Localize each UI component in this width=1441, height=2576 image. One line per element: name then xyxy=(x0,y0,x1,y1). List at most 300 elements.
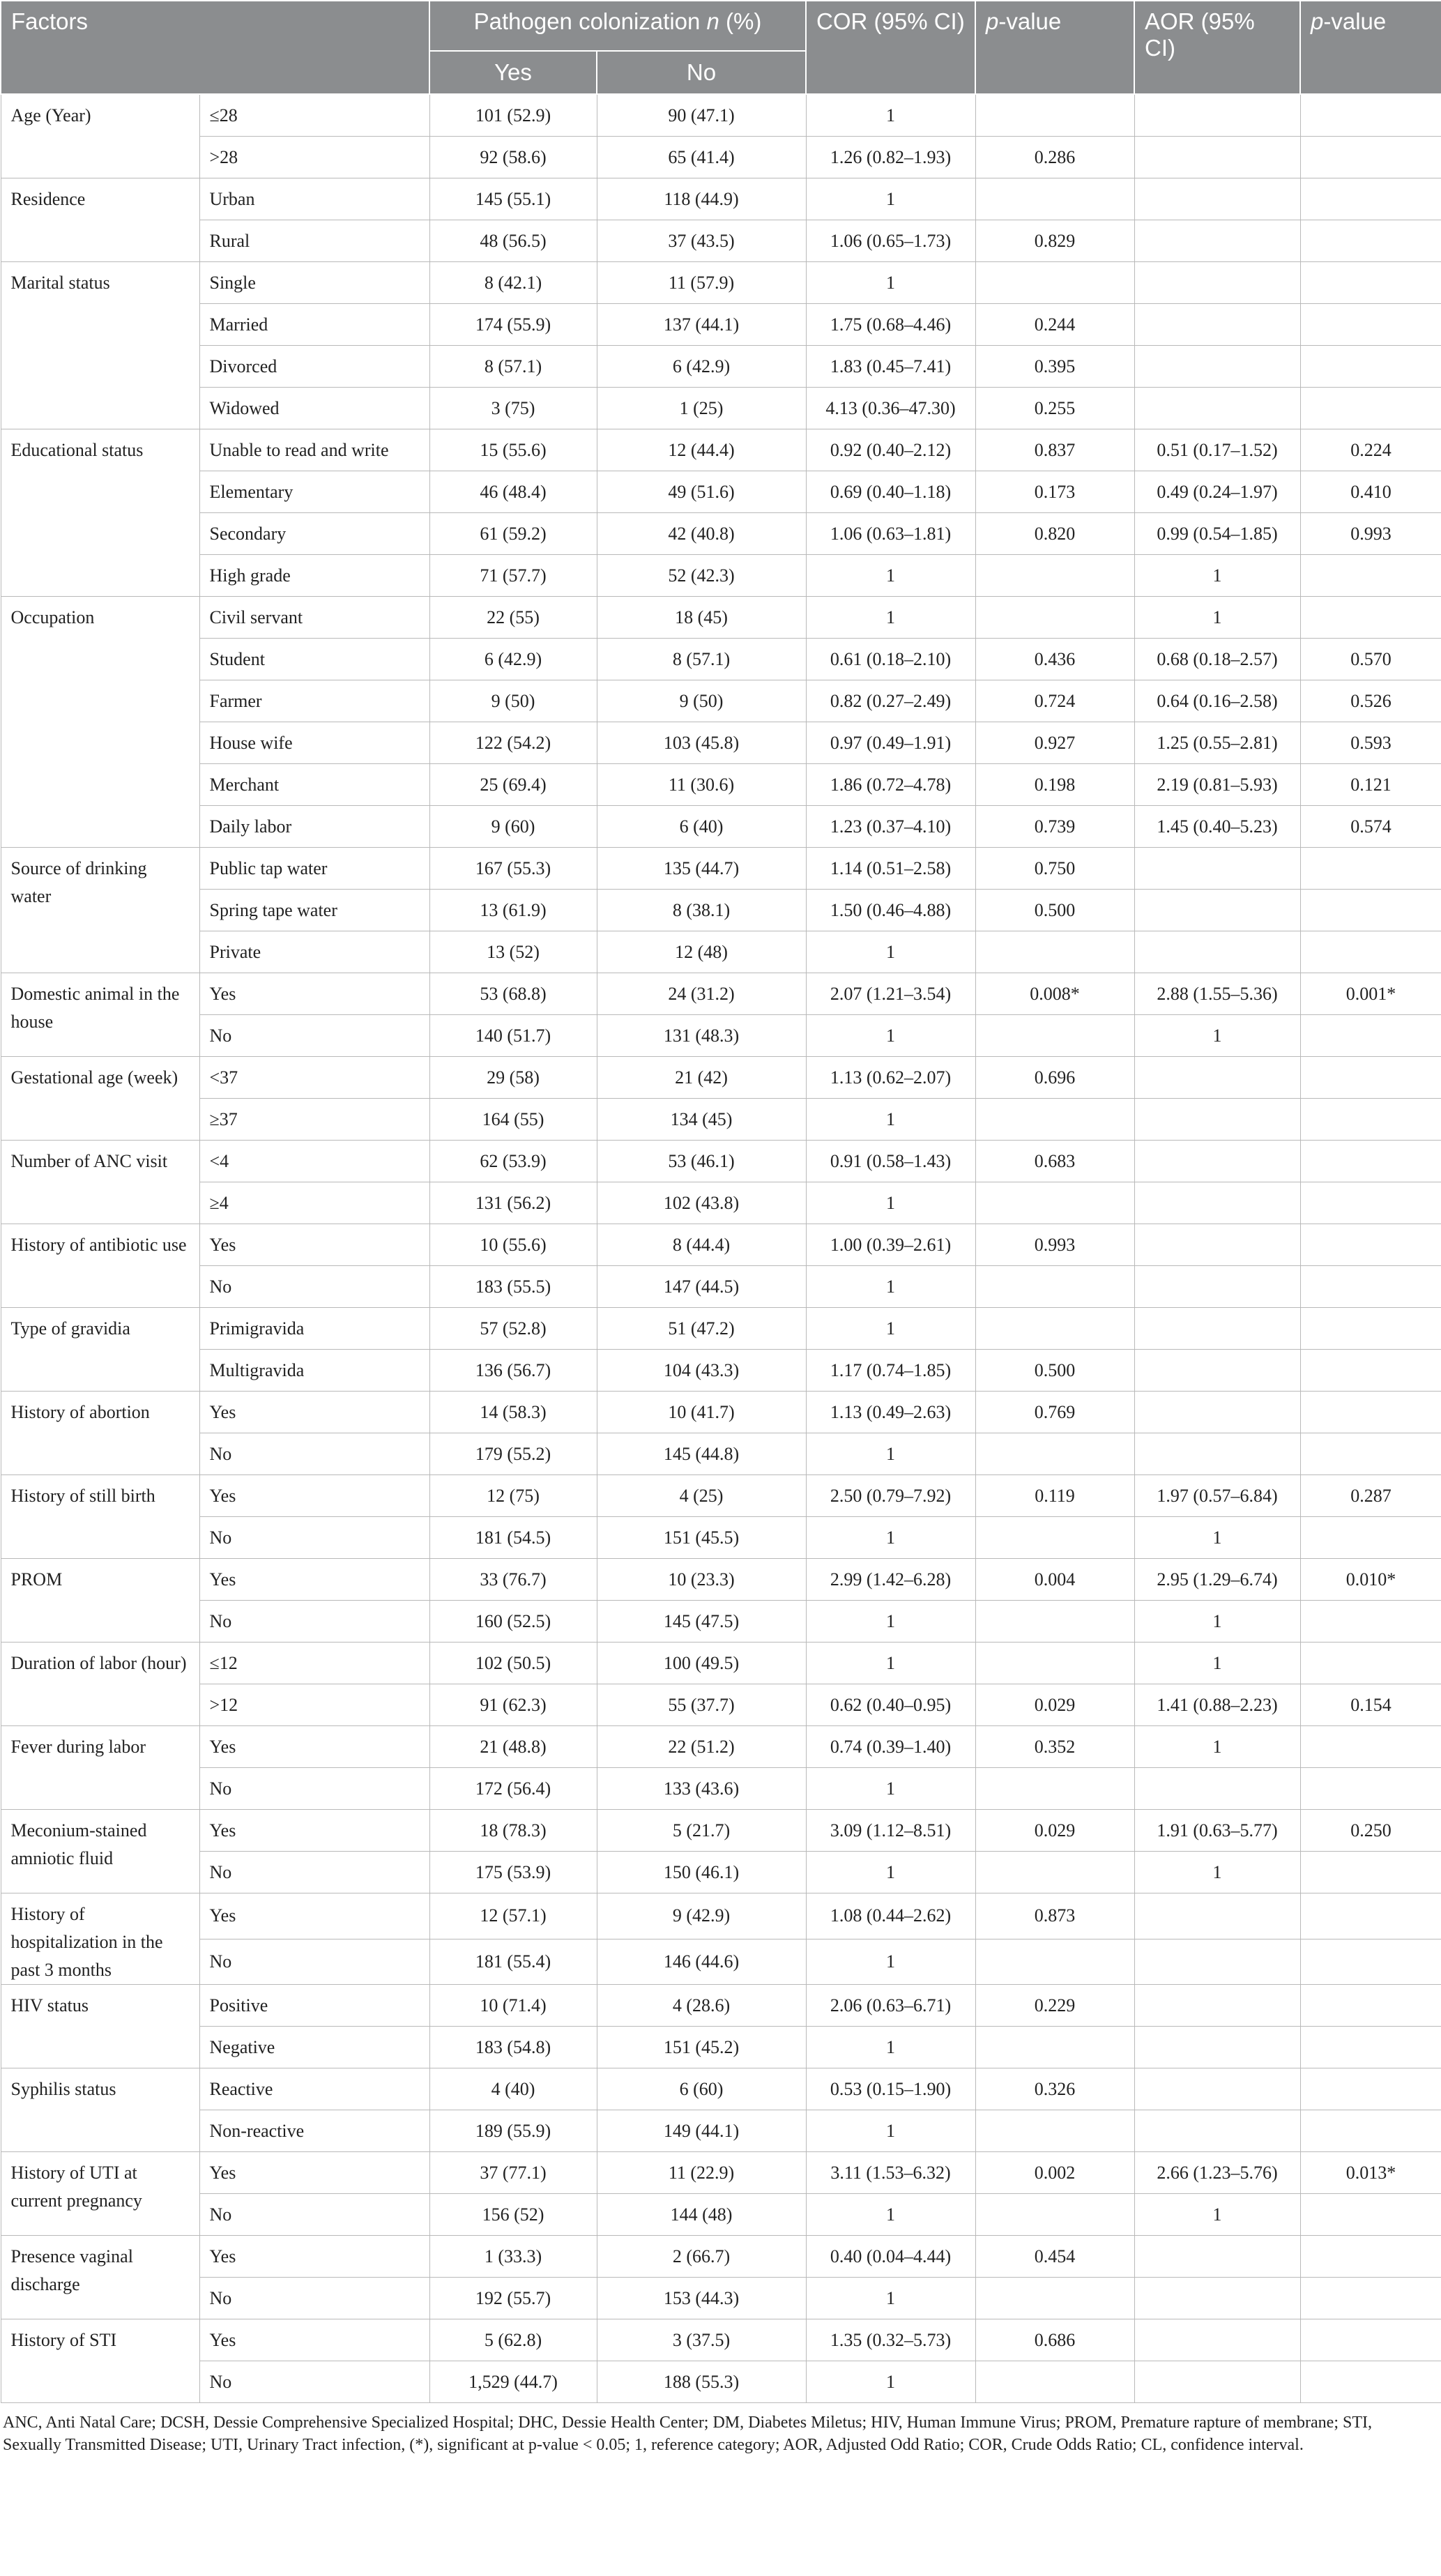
no-count-cell: 10 (23.3) xyxy=(597,1559,806,1601)
cor-cell: 1.06 (0.65–1.73) xyxy=(806,220,975,262)
yes-count-cell: 181 (54.5) xyxy=(429,1517,597,1559)
table-row xyxy=(1,1392,1441,1433)
level-cell: Divorced xyxy=(199,346,429,388)
cor-p-value-cell xyxy=(975,178,1134,220)
no-count-cell: 37 (43.5) xyxy=(597,220,806,262)
cor-p-value-cell xyxy=(975,2027,1134,2068)
table-row xyxy=(1,513,1441,555)
aor-cell xyxy=(1134,931,1300,973)
no-count-cell: 144 (48) xyxy=(597,2194,806,2236)
table-row xyxy=(1,1475,1441,1517)
level-cell: No xyxy=(199,1768,429,1810)
aor-cell xyxy=(1134,346,1300,388)
yes-count-cell: 136 (56.7) xyxy=(429,1350,597,1392)
yes-count-cell: 21 (48.8) xyxy=(429,1726,597,1768)
cor-p-value-cell xyxy=(975,2361,1134,2403)
cor-p-value-cell: 0.244 xyxy=(975,304,1134,346)
aor-p-value-cell xyxy=(1300,848,1441,890)
aor-cell xyxy=(1134,178,1300,220)
no-count-cell: 21 (42) xyxy=(597,1057,806,1099)
aor-cell xyxy=(1134,1350,1300,1392)
cor-p-value-cell xyxy=(975,1015,1134,1057)
header-cor: COR (95% CI) xyxy=(806,1,975,94)
cor-p-value-cell: 0.837 xyxy=(975,429,1134,471)
cor-cell: 0.74 (0.39–1.40) xyxy=(806,1726,975,1768)
factor-cell: History of antibiotic use xyxy=(1,1224,199,1308)
aor-p-value-cell xyxy=(1300,1893,1441,1939)
table-row xyxy=(1,2278,1441,2319)
yes-count-cell: 1,529 (44.7) xyxy=(429,2361,597,2403)
cor-cell: 1 xyxy=(806,94,975,137)
aor-p-value-cell xyxy=(1300,1266,1441,1308)
aor-p-value-cell xyxy=(1300,2068,1441,2110)
cor-p-value-cell: 0.352 xyxy=(975,1726,1134,1768)
cor-cell: 1 xyxy=(806,2027,975,2068)
cor-cell: 2.07 (1.21–3.54) xyxy=(806,973,975,1015)
aor-p-value-cell xyxy=(1300,1726,1441,1768)
no-count-cell: 135 (44.7) xyxy=(597,848,806,890)
cor-cell: 1 xyxy=(806,2361,975,2403)
factor-cell: Duration of labor (hour) xyxy=(1,1643,199,1726)
aor-cell xyxy=(1134,304,1300,346)
cor-p-value-cell xyxy=(975,94,1134,137)
cor-p-value-cell: 0.229 xyxy=(975,1985,1134,2027)
cor-p-value-cell xyxy=(975,1643,1134,1684)
no-count-cell: 102 (43.8) xyxy=(597,1182,806,1224)
aor-cell: 1 xyxy=(1134,1517,1300,1559)
yes-count-cell: 175 (53.9) xyxy=(429,1852,597,1893)
level-cell: ≤12 xyxy=(199,1643,429,1684)
cor-cell: 0.40 (0.04–4.44) xyxy=(806,2236,975,2278)
table-row xyxy=(1,2152,1441,2194)
factor-cell: History of abortion xyxy=(1,1392,199,1475)
cor-p-value-cell: 0.286 xyxy=(975,137,1134,178)
aor-p-value-cell xyxy=(1300,890,1441,931)
aor-p-value-cell xyxy=(1300,2319,1441,2361)
aor-p-value-cell xyxy=(1300,94,1441,137)
aor-p-value-cell: 0.993 xyxy=(1300,513,1441,555)
cor-cell: 1.86 (0.72–4.78) xyxy=(806,764,975,806)
header-factors: Factors xyxy=(1,1,429,94)
cor-cell: 1 xyxy=(806,2194,975,2236)
level-cell: Yes xyxy=(199,1392,429,1433)
yes-count-cell: 6 (42.9) xyxy=(429,639,597,680)
table-row xyxy=(1,471,1441,513)
table-row xyxy=(1,2236,1441,2278)
no-count-cell: 131 (48.3) xyxy=(597,1015,806,1057)
cor-p-value-cell xyxy=(975,2278,1134,2319)
cor-p-value-cell: 0.454 xyxy=(975,2236,1134,2278)
cor-p-value-cell xyxy=(975,2194,1134,2236)
aor-p-value-cell: 0.013* xyxy=(1300,2152,1441,2194)
aor-p-value-cell xyxy=(1300,1350,1441,1392)
table-row xyxy=(1,1601,1441,1643)
cor-cell: 1 xyxy=(806,1266,975,1308)
yes-count-cell: 5 (62.8) xyxy=(429,2319,597,2361)
level-cell: Civil servant xyxy=(199,597,429,639)
level-cell: No xyxy=(199,1517,429,1559)
table-row xyxy=(1,1433,1441,1475)
factor-cell: Type of gravidia xyxy=(1,1308,199,1392)
factor-cell: History of hospitalization in the past 3 months xyxy=(1,1893,199,1985)
cor-cell: 2.99 (1.42–6.28) xyxy=(806,1559,975,1601)
aor-p-value-cell xyxy=(1300,1057,1441,1099)
level-cell: Yes xyxy=(199,1559,429,1601)
level-cell: Secondary xyxy=(199,513,429,555)
yes-count-cell: 48 (56.5) xyxy=(429,220,597,262)
aor-cell: 1 xyxy=(1134,1852,1300,1893)
cor-cell: 2.50 (0.79–7.92) xyxy=(806,1475,975,1517)
aor-cell: 0.49 (0.24–1.97) xyxy=(1134,471,1300,513)
aor-cell xyxy=(1134,1985,1300,2027)
no-count-cell: 134 (45) xyxy=(597,1099,806,1141)
table-row xyxy=(1,1768,1441,1810)
cor-cell: 0.53 (0.15–1.90) xyxy=(806,2068,975,2110)
cor-cell: 1 xyxy=(806,2110,975,2152)
yes-count-cell: 14 (58.3) xyxy=(429,1392,597,1433)
aor-cell xyxy=(1134,1099,1300,1141)
yes-count-cell: 18 (78.3) xyxy=(429,1810,597,1852)
factor-cell: HIV status xyxy=(1,1985,199,2068)
aor-cell: 0.64 (0.16–2.58) xyxy=(1134,680,1300,722)
yes-count-cell: 122 (54.2) xyxy=(429,722,597,764)
aor-cell: 2.19 (0.81–5.93) xyxy=(1134,764,1300,806)
table-row xyxy=(1,806,1441,848)
cor-cell: 1.26 (0.82–1.93) xyxy=(806,137,975,178)
level-cell: Yes xyxy=(199,2319,429,2361)
header-no: No xyxy=(597,51,806,94)
table-row xyxy=(1,1852,1441,1893)
yes-count-cell: 22 (55) xyxy=(429,597,597,639)
yes-count-cell: 145 (55.1) xyxy=(429,178,597,220)
level-cell: Unable to read and write xyxy=(199,429,429,471)
cor-cell: 3.09 (1.12–8.51) xyxy=(806,1810,975,1852)
cor-cell: 1.50 (0.46–4.88) xyxy=(806,890,975,931)
aor-p-value-cell xyxy=(1300,262,1441,304)
cor-p-value-cell: 0.436 xyxy=(975,639,1134,680)
no-count-cell: 145 (47.5) xyxy=(597,1601,806,1643)
level-cell: Multigravida xyxy=(199,1350,429,1392)
factor-cell: Residence xyxy=(1,178,199,262)
aor-cell xyxy=(1134,1893,1300,1939)
table-row xyxy=(1,1015,1441,1057)
level-cell: Rural xyxy=(199,220,429,262)
no-count-cell: 1 (25) xyxy=(597,388,806,429)
level-cell: Married xyxy=(199,304,429,346)
cor-p-value-cell xyxy=(975,1308,1134,1350)
aor-p-value-cell: 0.593 xyxy=(1300,722,1441,764)
aor-cell xyxy=(1134,1308,1300,1350)
aor-p-value-cell: 0.574 xyxy=(1300,806,1441,848)
aor-p-value-cell xyxy=(1300,1433,1441,1475)
cor-p-value-cell: 0.724 xyxy=(975,680,1134,722)
table-row xyxy=(1,1057,1441,1099)
cor-cell: 1 xyxy=(806,1643,975,1684)
table-row xyxy=(1,2027,1441,2068)
header-p-value-cor: p-value xyxy=(975,1,1134,94)
table-row xyxy=(1,1643,1441,1684)
aor-p-value-cell xyxy=(1300,1852,1441,1893)
cor-cell: 1.13 (0.49–2.63) xyxy=(806,1392,975,1433)
table-row xyxy=(1,2361,1441,2403)
cor-p-value-cell xyxy=(975,931,1134,973)
cor-p-value-cell: 0.829 xyxy=(975,220,1134,262)
aor-p-value-cell xyxy=(1300,1985,1441,2027)
cor-cell: 1 xyxy=(806,1182,975,1224)
yes-count-cell: 61 (59.2) xyxy=(429,513,597,555)
factor-cell: Educational status xyxy=(1,429,199,597)
no-count-cell: 145 (44.8) xyxy=(597,1433,806,1475)
yes-count-cell: 25 (69.4) xyxy=(429,764,597,806)
table-row xyxy=(1,1684,1441,1726)
aor-cell: 2.95 (1.29–6.74) xyxy=(1134,1559,1300,1601)
table-row xyxy=(1,1266,1441,1308)
aor-cell xyxy=(1134,94,1300,137)
cor-p-value-cell xyxy=(975,1182,1134,1224)
cor-p-value-cell: 0.002 xyxy=(975,2152,1134,2194)
table-row xyxy=(1,137,1441,178)
table-row xyxy=(1,555,1441,597)
cor-cell: 0.91 (0.58–1.43) xyxy=(806,1141,975,1182)
aor-p-value-cell xyxy=(1300,178,1441,220)
cor-p-value-cell: 0.029 xyxy=(975,1810,1134,1852)
no-count-cell: 51 (47.2) xyxy=(597,1308,806,1350)
level-cell: No xyxy=(199,1266,429,1308)
yes-count-cell: 13 (61.9) xyxy=(429,890,597,931)
table-row xyxy=(1,429,1441,471)
aor-p-value-cell xyxy=(1300,2194,1441,2236)
aor-p-value-cell xyxy=(1300,1224,1441,1266)
table-row xyxy=(1,1141,1441,1182)
aor-p-value-cell xyxy=(1300,1141,1441,1182)
yes-count-cell: 53 (68.8) xyxy=(429,973,597,1015)
no-count-cell: 22 (51.2) xyxy=(597,1726,806,1768)
cor-p-value-cell: 0.326 xyxy=(975,2068,1134,2110)
no-count-cell: 8 (38.1) xyxy=(597,890,806,931)
aor-p-value-cell xyxy=(1300,1601,1441,1643)
cor-p-value-cell: 0.686 xyxy=(975,2319,1134,2361)
cor-cell: 0.82 (0.27–2.49) xyxy=(806,680,975,722)
no-count-cell: 6 (42.9) xyxy=(597,346,806,388)
no-count-cell: 4 (28.6) xyxy=(597,1985,806,2027)
cor-cell: 0.92 (0.40–2.12) xyxy=(806,429,975,471)
cor-p-value-cell xyxy=(975,262,1134,304)
level-cell: Yes xyxy=(199,1810,429,1852)
factor-cell: Gestational age (week) xyxy=(1,1057,199,1141)
no-count-cell: 90 (47.1) xyxy=(597,94,806,137)
level-cell: Yes xyxy=(199,2152,429,2194)
aor-p-value-cell xyxy=(1300,2027,1441,2068)
table-body xyxy=(1,94,1441,2403)
level-cell: No xyxy=(199,1852,429,1893)
yes-count-cell: 71 (57.7) xyxy=(429,555,597,597)
cor-p-value-cell xyxy=(975,555,1134,597)
yes-count-cell: 92 (58.6) xyxy=(429,137,597,178)
yes-count-cell: 8 (42.1) xyxy=(429,262,597,304)
no-count-cell: 6 (40) xyxy=(597,806,806,848)
aor-cell xyxy=(1134,262,1300,304)
yes-count-cell: 156 (52) xyxy=(429,2194,597,2236)
no-count-cell: 24 (31.2) xyxy=(597,973,806,1015)
aor-cell xyxy=(1134,848,1300,890)
level-cell: >12 xyxy=(199,1684,429,1726)
cor-cell: 1 xyxy=(806,1308,975,1350)
cor-cell: 1.08 (0.44–2.62) xyxy=(806,1893,975,1939)
no-count-cell: 146 (44.6) xyxy=(597,1939,806,1985)
factor-cell: Age (Year) xyxy=(1,94,199,178)
level-cell: Yes xyxy=(199,2236,429,2278)
aor-p-value-cell xyxy=(1300,2236,1441,2278)
table-row xyxy=(1,1308,1441,1350)
cor-cell: 1.23 (0.37–4.10) xyxy=(806,806,975,848)
cor-p-value-cell xyxy=(975,1601,1134,1643)
yes-count-cell: 167 (55.3) xyxy=(429,848,597,890)
level-cell: Yes xyxy=(199,1475,429,1517)
aor-p-value-cell xyxy=(1300,1517,1441,1559)
level-cell: Private xyxy=(199,931,429,973)
level-cell: No xyxy=(199,1601,429,1643)
cor-cell: 0.61 (0.18–2.10) xyxy=(806,639,975,680)
no-count-cell: 153 (44.3) xyxy=(597,2278,806,2319)
no-count-cell: 11 (22.9) xyxy=(597,2152,806,2194)
no-count-cell: 11 (30.6) xyxy=(597,764,806,806)
no-count-cell: 52 (42.3) xyxy=(597,555,806,597)
cor-p-value-cell xyxy=(975,1266,1134,1308)
table-row xyxy=(1,931,1441,973)
level-cell: No xyxy=(199,2194,429,2236)
aor-cell xyxy=(1134,2027,1300,2068)
table-row xyxy=(1,722,1441,764)
level-cell: Reactive xyxy=(199,2068,429,2110)
table-row xyxy=(1,2194,1441,2236)
no-count-cell: 2 (66.7) xyxy=(597,2236,806,2278)
yes-count-cell: 179 (55.2) xyxy=(429,1433,597,1475)
cor-p-value-cell: 0.395 xyxy=(975,346,1134,388)
level-cell: Non-reactive xyxy=(199,2110,429,2152)
level-cell: Widowed xyxy=(199,388,429,429)
cor-p-value-cell: 0.993 xyxy=(975,1224,1134,1266)
header-aor: AOR (95% CI) xyxy=(1134,1,1300,94)
yes-count-cell: 172 (56.4) xyxy=(429,1768,597,1810)
no-count-cell: 53 (46.1) xyxy=(597,1141,806,1182)
no-count-cell: 12 (44.4) xyxy=(597,429,806,471)
cor-cell: 1.17 (0.74–1.85) xyxy=(806,1350,975,1392)
cor-p-value-cell: 0.198 xyxy=(975,764,1134,806)
cor-p-value-cell: 0.500 xyxy=(975,890,1134,931)
table-row xyxy=(1,1726,1441,1768)
level-cell: Elementary xyxy=(199,471,429,513)
table-row xyxy=(1,2319,1441,2361)
cor-cell: 1 xyxy=(806,931,975,973)
aor-cell: 1.25 (0.55–2.81) xyxy=(1134,722,1300,764)
level-cell: <4 xyxy=(199,1141,429,1182)
aor-cell xyxy=(1134,1224,1300,1266)
no-count-cell: 8 (57.1) xyxy=(597,639,806,680)
aor-p-value-cell xyxy=(1300,2110,1441,2152)
cor-p-value-cell xyxy=(975,1852,1134,1893)
table-row xyxy=(1,1517,1441,1559)
level-cell: Single xyxy=(199,262,429,304)
cor-cell: 1 xyxy=(806,1433,975,1475)
cor-p-value-cell: 0.255 xyxy=(975,388,1134,429)
yes-count-cell: 192 (55.7) xyxy=(429,2278,597,2319)
aor-cell: 1.91 (0.63–5.77) xyxy=(1134,1810,1300,1852)
no-count-cell: 9 (42.9) xyxy=(597,1893,806,1939)
aor-cell xyxy=(1134,1182,1300,1224)
cor-cell: 1.00 (0.39–2.61) xyxy=(806,1224,975,1266)
aor-p-value-cell: 0.001* xyxy=(1300,973,1441,1015)
cor-p-value-cell: 0.696 xyxy=(975,1057,1134,1099)
aor-cell: 1.41 (0.88–2.23) xyxy=(1134,1684,1300,1726)
cor-p-value-cell: 0.119 xyxy=(975,1475,1134,1517)
cor-cell: 1 xyxy=(806,1768,975,1810)
table-row xyxy=(1,848,1441,890)
cor-p-value-cell: 0.029 xyxy=(975,1684,1134,1726)
cor-cell: 1.35 (0.32–5.73) xyxy=(806,2319,975,2361)
factor-cell: Occupation xyxy=(1,597,199,848)
level-cell: ≤28 xyxy=(199,94,429,137)
aor-p-value-cell xyxy=(1300,1099,1441,1141)
aor-p-value-cell xyxy=(1300,1015,1441,1057)
aor-cell xyxy=(1134,220,1300,262)
aor-p-value-cell: 0.250 xyxy=(1300,1810,1441,1852)
cor-cell: 4.13 (0.36–47.30) xyxy=(806,388,975,429)
aor-cell xyxy=(1134,2236,1300,2278)
cor-cell: 1 xyxy=(806,1852,975,1893)
yes-count-cell: 140 (51.7) xyxy=(429,1015,597,1057)
cor-cell: 2.06 (0.63–6.71) xyxy=(806,1985,975,2027)
cor-p-value-cell: 0.927 xyxy=(975,722,1134,764)
level-cell: Urban xyxy=(199,178,429,220)
no-count-cell: 55 (37.7) xyxy=(597,1684,806,1726)
aor-p-value-cell: 0.154 xyxy=(1300,1684,1441,1726)
cor-p-value-cell: 0.873 xyxy=(975,1893,1134,1939)
no-count-cell: 4 (25) xyxy=(597,1475,806,1517)
factor-cell: History of STI xyxy=(1,2319,199,2403)
yes-count-cell: 183 (54.8) xyxy=(429,2027,597,2068)
no-count-cell: 100 (49.5) xyxy=(597,1643,806,1684)
table-row xyxy=(1,1182,1441,1224)
aor-cell: 1 xyxy=(1134,597,1300,639)
level-cell: Student xyxy=(199,639,429,680)
aor-p-value-cell xyxy=(1300,931,1441,973)
table-row xyxy=(1,1985,1441,2027)
yes-count-cell: 29 (58) xyxy=(429,1057,597,1099)
aor-p-value-cell xyxy=(1300,1182,1441,1224)
yes-count-cell: 10 (55.6) xyxy=(429,1224,597,1266)
aor-p-value-cell xyxy=(1300,304,1441,346)
yes-count-cell: 33 (76.7) xyxy=(429,1559,597,1601)
yes-count-cell: 57 (52.8) xyxy=(429,1308,597,1350)
no-count-cell: 6 (60) xyxy=(597,2068,806,2110)
cor-cell: 1 xyxy=(806,1939,975,1985)
level-cell: Merchant xyxy=(199,764,429,806)
cor-p-value-cell xyxy=(975,1099,1134,1141)
aor-p-value-cell: 0.287 xyxy=(1300,1475,1441,1517)
cor-p-value-cell xyxy=(975,597,1134,639)
level-cell: No xyxy=(199,1015,429,1057)
level-cell: No xyxy=(199,1433,429,1475)
level-cell: House wife xyxy=(199,722,429,764)
aor-cell: 1 xyxy=(1134,1601,1300,1643)
table-row xyxy=(1,1893,1441,1939)
yes-count-cell: 1 (33.3) xyxy=(429,2236,597,2278)
table-row xyxy=(1,597,1441,639)
cor-p-value-cell xyxy=(975,1939,1134,1985)
cor-p-value-cell: 0.173 xyxy=(975,471,1134,513)
factor-cell: Source of drinking water xyxy=(1,848,199,973)
aor-cell xyxy=(1134,1266,1300,1308)
